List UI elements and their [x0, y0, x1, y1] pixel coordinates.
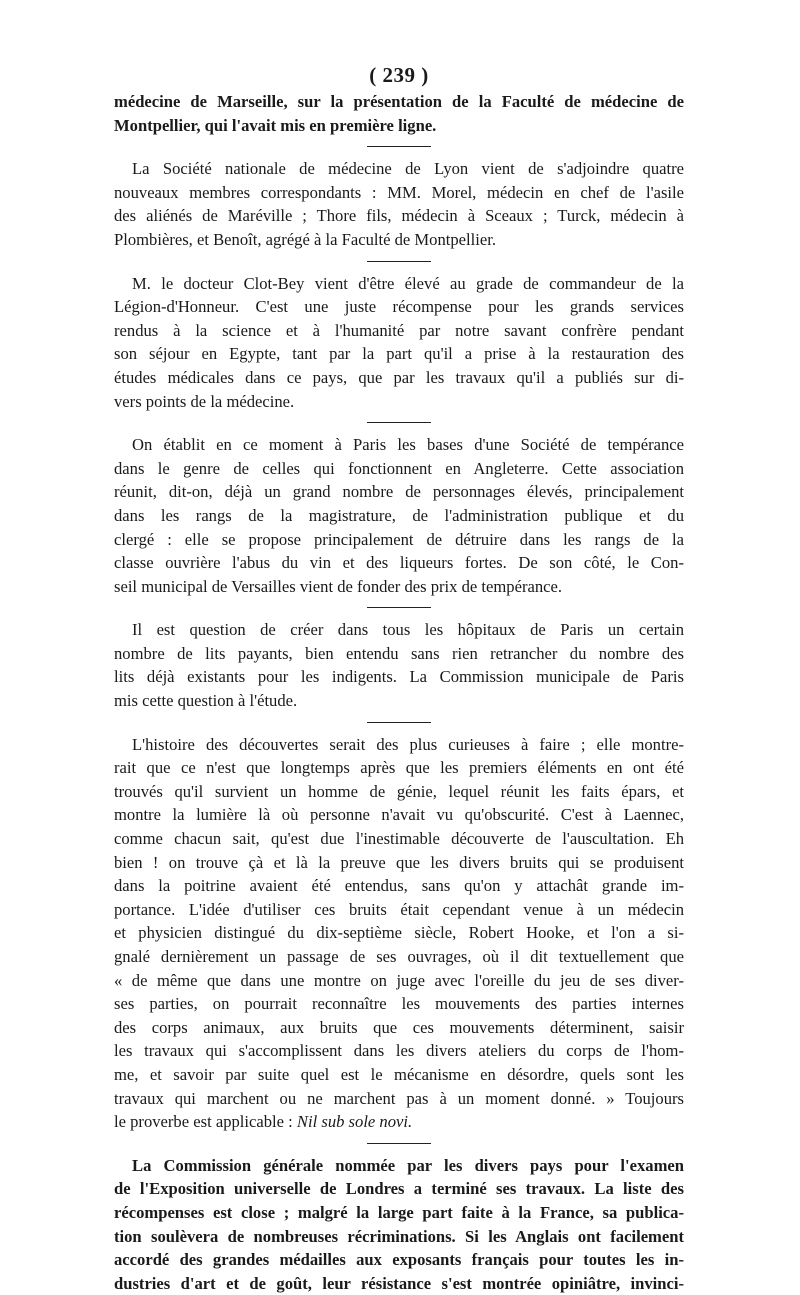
text-line	[114, 1110, 684, 1134]
section-divider	[367, 146, 431, 147]
text-line: bien ! on trouve çà et là la preuve que les divers bruits qui se produisent	[114, 852, 684, 872]
text-line: L'histoire des découvertes serait des plus curieuses à faire ; elle montre-	[132, 734, 684, 754]
text-line: gnalé dernièrement un passage de ses ouvrages, où il dit textuellement que	[114, 947, 684, 966]
text-line: des corps animaux, aux bruits que ces mouvements déterminent, saisir	[114, 1017, 684, 1037]
paragraph-lits-payants	[114, 618, 684, 712]
text-line: les travaux qui s'accomplissent dans les divers ateliers du corps de l'hom-	[114, 1041, 684, 1061]
paragraph-societe-lyon	[114, 157, 684, 251]
latin-quote: Nil sub sole novi.	[296, 1112, 413, 1132]
text-line: études médicales dans ce pays, que par les travaux qu'il a publiés sur di-	[114, 367, 684, 387]
paragraph-marseille-continuation	[114, 90, 684, 137]
text-line: vers points de la médecine.	[114, 391, 295, 411]
text-line: portance. L'idée d'utiliser ces bruits était cependant venue à un médecin	[114, 899, 684, 919]
text-line: seil municipal de Versailles vient de fonder des prix de tempérance.	[114, 576, 563, 596]
text-line: classe ouvrière l'abus du vin et des liqueurs fortes. De son côté, le Con-	[114, 553, 684, 573]
text-line: réunit, dit-on, déjà un grand nombre de personnages élevés, principalement	[114, 482, 684, 502]
section-divider	[367, 261, 431, 262]
section-divider	[367, 1143, 431, 1144]
text-line: ses parties, on pourrait reconnaître les mouvements des parties internes	[114, 994, 684, 1014]
section-divider	[367, 607, 431, 608]
paragraph-clot-bey	[114, 272, 684, 414]
text-line: comme chacun sait, qu'est due l'inestimable découverte de l'auscultation. Eh	[114, 829, 684, 849]
text-line: M. le docteur Clot-Bey vient d'être élevé au grade de commandeur de la	[132, 273, 684, 293]
section-divider	[367, 422, 431, 423]
text-line: clergé : elle se propose principalement de détruire dans les rangs de la	[114, 529, 684, 549]
text-line: des aliénés de Maréville ; Thore fils, médecin à Sceaux ; Turck, médecin à	[114, 206, 684, 226]
text-line: « de même que dans une montre on juge avec l'oreille du jeu de ses diver-	[114, 970, 684, 990]
text-line: trouvés qu'il survient un homme de génie, lequel réunit les faits épars, et	[114, 781, 684, 801]
text-line: mis cette question à l'étude.	[114, 691, 298, 711]
text-line: nouveaux membres correspondants : MM. Morel, médecin en chef de l'asile	[114, 182, 684, 202]
text-line: Plombières, et Benoît, agrégé à la Faculté de Montpellier.	[114, 229, 497, 249]
document-page	[114, 62, 684, 1295]
text-line: rait que ce n'est que longtemps après que les premiers éléments en ont été	[114, 758, 684, 778]
paragraph-exposition-londres	[114, 1154, 684, 1295]
text-line: dans le genre de celles qui fonctionnent en Angleterre. Cette association	[114, 458, 684, 478]
text-line: Il est question de créer dans tous les hôpitaux de Paris un certain	[132, 620, 684, 640]
section-divider	[367, 722, 431, 723]
text-line: montre la lumière là où personne n'avait vu qu'obscurité. C'est à Laennec,	[114, 805, 684, 825]
text-line: dans la poitrine avaient été entendus, sans qu'on y attachât grande im-	[114, 876, 684, 896]
text-line: de l'Exposition universelle de Londres a terminé ses travaux. La liste des	[114, 1179, 684, 1199]
page-number: ( 239 )	[369, 63, 429, 87]
text-line: rendus à la science et à l'humanité par notre savant confrère pendant	[114, 320, 684, 340]
text-line: médecine de Marseille, sur la présentation de la Faculté de médecine de	[114, 92, 684, 111]
text-line: Légion-d'Honneur. C'est une juste récompense pour les grands services	[114, 297, 684, 317]
text-line: La Commission générale nommée par les divers pays pour l'examen	[132, 1155, 684, 1175]
text-line: tion soulèvera de nombreuses récriminations. Si les Anglais ont facilement	[114, 1226, 684, 1246]
text-line: accordé des grandes médailles aux exposants français pour toutes les in-	[114, 1250, 684, 1270]
text-line: Montpellier, qui l'avait mis en première ligne.	[114, 115, 437, 135]
text-line: me, et savoir par suite quel est le mécanisme en désordre, quels sont les	[114, 1064, 684, 1084]
text-line: La Société nationale de médecine de Lyon vient de s'adjoindre quatre	[132, 159, 684, 179]
text-line: et physicien distingué du dix-septième siècle, Robert Hooke, et l'on a si-	[114, 923, 684, 943]
text-line: On établit en ce moment à Paris les bases d'une Société de tempérance	[132, 435, 684, 455]
text-line: nombre de lits payants, bien entendu sans rien retrancher du nombre des	[114, 643, 684, 663]
text-line-prefix: le proverbe est applicable :	[114, 1112, 297, 1132]
text-line: dans les rangs de la magistrature, de l'administration publique et du	[114, 505, 684, 525]
paragraph-societe-temperance	[114, 433, 684, 598]
text-line: lits déjà existants pour les indigents. La Commission municipale de Paris	[114, 667, 684, 687]
text-line: travaux qui marchent ou ne marchent pas à un moment donné. » Toujours	[114, 1088, 684, 1108]
text-line: son séjour en Egypte, tant par la part qu'il a prise à la restauration des	[114, 344, 684, 364]
text-line: récompenses est close ; malgré la large part faite à la France, sa publica-	[114, 1202, 684, 1222]
paragraph-histoire-decouvertes	[114, 733, 684, 1134]
text-line: dustries d'art et de goût, leur résistance s'est montrée opiniâtre, invinci-	[114, 1273, 684, 1293]
